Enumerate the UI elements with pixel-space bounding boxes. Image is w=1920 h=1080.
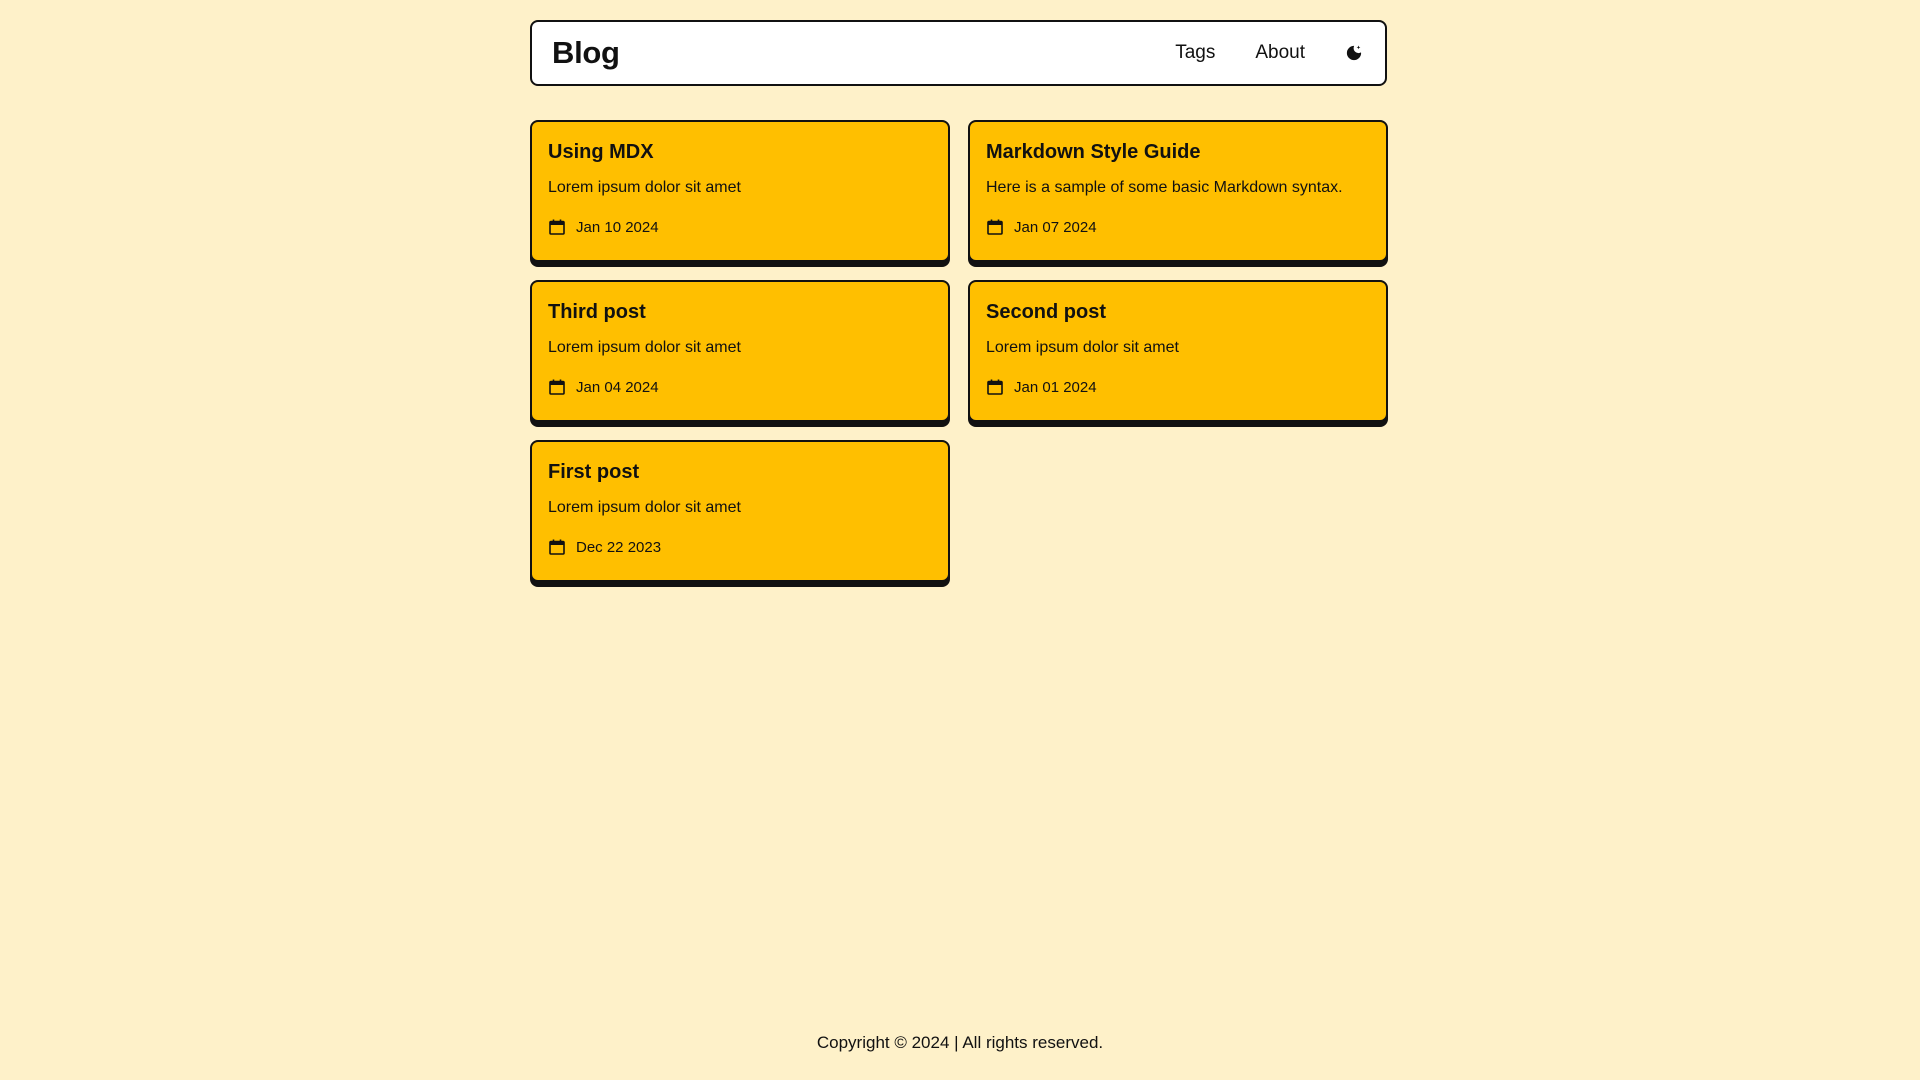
moon-icon xyxy=(1345,44,1363,62)
post-date: Jan 07 2024 xyxy=(1014,218,1097,236)
nav-link-tags[interactable]: Tags xyxy=(1175,42,1216,63)
calendar-icon xyxy=(548,538,566,556)
post-card[interactable] xyxy=(530,280,950,422)
post-description: Here is a sample of some basic Markdown syntax. xyxy=(986,179,1343,196)
post-description: Lorem ipsum dolor sit amet xyxy=(986,339,1179,356)
post-title[interactable]: Second post xyxy=(986,301,1107,323)
post-date-row xyxy=(548,218,932,236)
calendar-icon xyxy=(986,218,1004,236)
post-title[interactable]: Markdown Style Guide xyxy=(986,141,1201,163)
post-date: Jan 10 2024 xyxy=(576,218,659,236)
calendar-icon xyxy=(548,378,566,396)
post-date: Jan 01 2024 xyxy=(1014,378,1097,396)
site-footer: Copyright © 2024 | All rights reserved. xyxy=(816,1033,1104,1052)
post-card[interactable] xyxy=(530,440,950,582)
post-description: Lorem ipsum dolor sit amet xyxy=(548,499,741,516)
post-card[interactable] xyxy=(530,120,950,262)
post-title[interactable]: First post xyxy=(548,461,640,483)
post-card[interactable] xyxy=(968,280,1388,422)
post-grid xyxy=(530,120,1388,582)
post-date: Jan 04 2024 xyxy=(576,378,659,396)
brand-link[interactable]: Blog xyxy=(552,35,620,70)
post-card[interactable] xyxy=(968,120,1388,262)
theme-toggle-button[interactable] xyxy=(1343,42,1365,64)
nav-link-about[interactable]: About xyxy=(1255,42,1305,63)
post-date: Dec 22 2023 xyxy=(576,538,662,556)
post-title[interactable]: Using MDX xyxy=(548,141,654,163)
calendar-icon xyxy=(548,218,566,236)
post-description: Lorem ipsum dolor sit amet xyxy=(548,339,741,356)
calendar-icon xyxy=(986,378,1004,396)
post-description: Lorem ipsum dolor sit amet xyxy=(548,179,741,196)
post-date-row xyxy=(548,538,932,556)
main-nav xyxy=(1135,42,1365,64)
post-date-row xyxy=(986,378,1370,396)
post-title[interactable]: Third post xyxy=(548,301,646,323)
post-date-row xyxy=(986,218,1370,236)
post-date-row xyxy=(548,378,932,396)
site-header xyxy=(530,20,1387,86)
